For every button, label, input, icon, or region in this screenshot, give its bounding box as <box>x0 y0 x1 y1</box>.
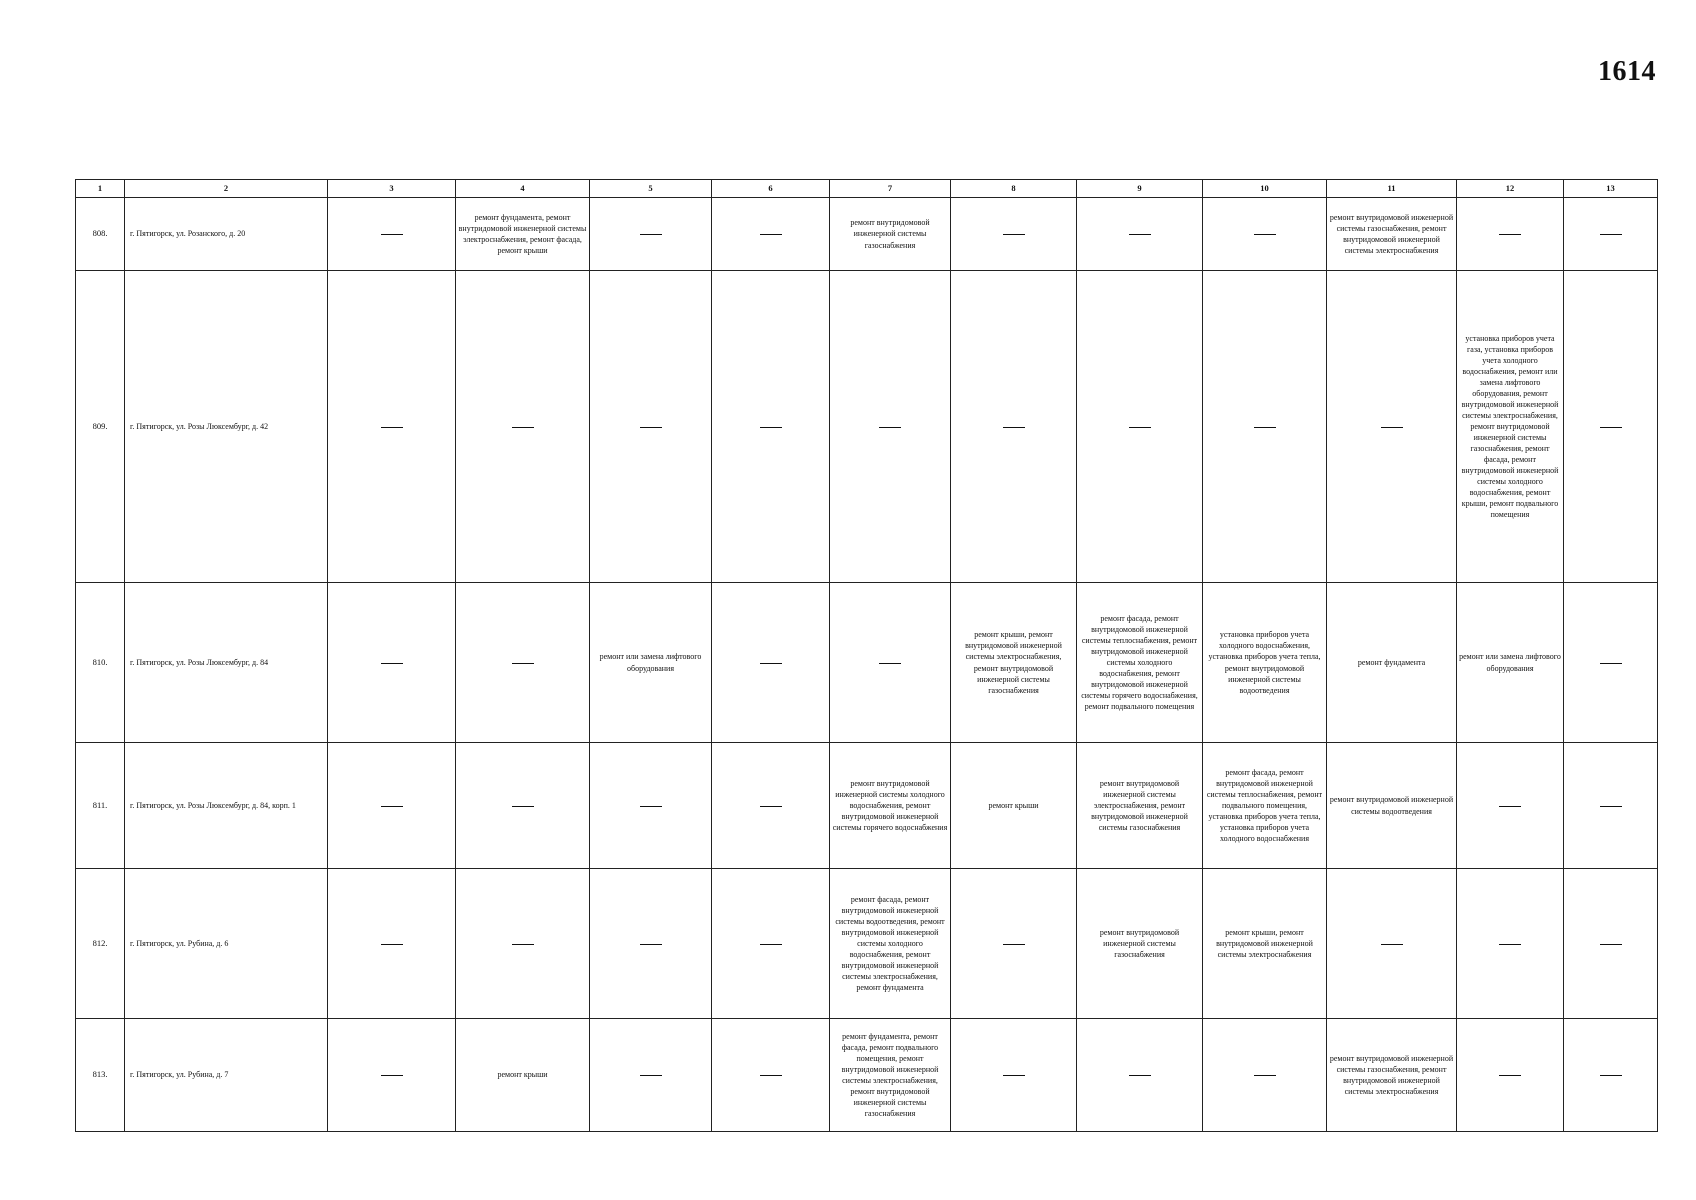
work-type-cell <box>1203 1019 1327 1132</box>
column-number: 4 <box>456 180 590 198</box>
work-type-cell <box>456 271 590 583</box>
work-type-cell: ремонт фасада, ремонт внутридомовой инженерной системы водоотведения, ремонт внутридомовой инженерной системы холодного водоснабжения, ремонт внутридомовой инженерной системы электроснабжения, ремонт фундамента <box>830 869 951 1019</box>
work-type-cell <box>1077 198 1203 271</box>
work-type-cell: ремонт или замена лифтового оборудования <box>590 583 712 743</box>
table-row <box>76 271 1658 583</box>
work-type-cell <box>1457 869 1564 1019</box>
table-row <box>76 198 1658 271</box>
work-type-cell: ремонт внутридомовой инженерной системы электроснабжения, ремонт внутридомовой инженерной системы газоснабжения <box>1077 743 1203 869</box>
row-number-cell: 810. <box>76 583 125 743</box>
work-type-cell <box>712 198 830 271</box>
work-type-cell <box>830 271 951 583</box>
work-type-cell: ремонт крыши <box>951 743 1077 869</box>
page-number: 1614 <box>1598 56 1656 87</box>
column-number: 11 <box>1327 180 1457 198</box>
empty-dash <box>760 944 782 945</box>
empty-dash <box>1003 234 1025 235</box>
address-cell: г. Пятигорск, ул. Рубина, д. 6 <box>125 869 328 1019</box>
work-type-cell <box>590 743 712 869</box>
work-type-cell <box>1203 271 1327 583</box>
empty-dash <box>1003 1075 1025 1076</box>
empty-dash <box>640 427 662 428</box>
row-number-cell: 812. <box>76 869 125 1019</box>
work-type-cell: ремонт фундамента <box>1327 583 1457 743</box>
empty-dash <box>1600 806 1622 807</box>
work-type-cell <box>328 869 456 1019</box>
work-type-cell: ремонт фасада, ремонт внутридомовой инженерной системы теплоснабжения, ремонт внутридомовой инженерной системы холодного водоснабжения, ремонт внутридомовой инженерной системы горячего водоснабжения, ремонт подвального помещения <box>1077 583 1203 743</box>
empty-dash <box>1254 234 1276 235</box>
work-type-cell <box>1564 198 1658 271</box>
table-row <box>76 743 1658 869</box>
work-type-cell <box>590 1019 712 1132</box>
work-type-cell <box>1564 271 1658 583</box>
work-type-cell <box>1327 271 1457 583</box>
address-cell: г. Пятигорск, ул. Розы Люксембург, д. 84 <box>125 583 328 743</box>
work-type-cell: ремонт внутридомовой инженерной системы газоснабжения, ремонт внутридомовой инженерной системы электроснабжения <box>1327 1019 1457 1132</box>
work-type-cell <box>1564 1019 1658 1132</box>
column-number: 1 <box>76 180 125 198</box>
table-row <box>76 1019 1658 1132</box>
empty-dash <box>381 663 403 664</box>
empty-dash <box>1381 427 1403 428</box>
repair-register-table <box>75 179 1658 1132</box>
work-type-cell <box>456 583 590 743</box>
address-cell: г. Пятигорск, ул. Розанского, д. 20 <box>125 198 328 271</box>
column-number: 2 <box>125 180 328 198</box>
row-number-cell: 808. <box>76 198 125 271</box>
work-type-cell <box>328 1019 456 1132</box>
work-type-cell: установка приборов учета холодного водоснабжения, установка приборов учета тепла, ремонт внутридомовой инженерной системы водоотведения <box>1203 583 1327 743</box>
row-number-cell: 813. <box>76 1019 125 1132</box>
empty-dash <box>640 944 662 945</box>
empty-dash <box>1499 1075 1521 1076</box>
column-number: 12 <box>1457 180 1564 198</box>
work-type-cell <box>1564 869 1658 1019</box>
work-type-cell <box>328 583 456 743</box>
empty-dash <box>1499 806 1521 807</box>
work-type-cell <box>951 198 1077 271</box>
empty-dash <box>512 663 534 664</box>
empty-dash <box>1129 427 1151 428</box>
empty-dash <box>1129 1075 1151 1076</box>
work-type-cell <box>328 743 456 869</box>
column-number: 3 <box>328 180 456 198</box>
work-type-cell: ремонт крыши, ремонт внутридомовой инженерной системы электроснабжения, ремонт внутридомовой инженерной системы газоснабжения <box>951 583 1077 743</box>
column-number-row <box>76 180 1658 198</box>
empty-dash <box>760 663 782 664</box>
column-number: 5 <box>590 180 712 198</box>
table-row <box>76 869 1658 1019</box>
work-type-cell: ремонт фундамента, ремонт фасада, ремонт подвального помещения, ремонт внутридомовой инженерной системы электроснабжения, ремонт внутридомовой инженерной системы газоснабжения <box>830 1019 951 1132</box>
work-type-cell <box>590 869 712 1019</box>
empty-dash <box>879 663 901 664</box>
work-type-cell <box>328 271 456 583</box>
work-type-cell <box>712 1019 830 1132</box>
empty-dash <box>640 1075 662 1076</box>
address-cell: г. Пятигорск, ул. Рубина, д. 7 <box>125 1019 328 1132</box>
empty-dash <box>1600 427 1622 428</box>
empty-dash <box>381 806 403 807</box>
row-number-cell: 809. <box>76 271 125 583</box>
table-row <box>76 583 1658 743</box>
empty-dash <box>640 806 662 807</box>
work-type-cell <box>1457 198 1564 271</box>
work-type-cell <box>951 1019 1077 1132</box>
empty-dash <box>381 427 403 428</box>
work-type-cell: ремонт внутридомовой инженерной системы холодного водоснабжения, ремонт внутридомовой инженерной системы горячего водоснабжения <box>830 743 951 869</box>
work-type-cell <box>712 271 830 583</box>
address-cell: г. Пятигорск, ул. Розы Люксембург, д. 42 <box>125 271 328 583</box>
empty-dash <box>1003 427 1025 428</box>
column-number: 10 <box>1203 180 1327 198</box>
empty-dash <box>381 1075 403 1076</box>
empty-dash <box>512 806 534 807</box>
work-type-cell <box>712 583 830 743</box>
column-number: 13 <box>1564 180 1658 198</box>
column-number: 6 <box>712 180 830 198</box>
work-type-cell <box>1077 271 1203 583</box>
empty-dash <box>512 427 534 428</box>
column-number: 7 <box>830 180 951 198</box>
empty-dash <box>512 944 534 945</box>
work-type-cell <box>590 198 712 271</box>
column-number: 8 <box>951 180 1077 198</box>
work-type-cell <box>830 583 951 743</box>
work-type-cell <box>328 198 456 271</box>
work-type-cell <box>456 869 590 1019</box>
work-type-cell <box>951 869 1077 1019</box>
address-cell: г. Пятигорск, ул. Розы Люксембург, д. 84, корп. 1 <box>125 743 328 869</box>
work-type-cell <box>1077 1019 1203 1132</box>
empty-dash <box>879 427 901 428</box>
empty-dash <box>1600 1075 1622 1076</box>
work-type-cell <box>1203 198 1327 271</box>
empty-dash <box>1600 234 1622 235</box>
work-type-cell <box>1327 869 1457 1019</box>
work-type-cell: ремонт фундамента, ремонт внутридомовой инженерной системы электроснабжения, ремонт фасада, ремонт крыши <box>456 198 590 271</box>
work-type-cell <box>1457 743 1564 869</box>
work-type-cell <box>590 271 712 583</box>
empty-dash <box>1600 944 1622 945</box>
work-type-cell <box>1457 1019 1564 1132</box>
empty-dash <box>760 234 782 235</box>
work-type-cell <box>951 271 1077 583</box>
empty-dash <box>760 427 782 428</box>
work-type-cell <box>712 869 830 1019</box>
empty-dash <box>1499 234 1521 235</box>
table-body <box>76 180 1658 1132</box>
work-type-cell <box>456 743 590 869</box>
empty-dash <box>381 234 403 235</box>
work-type-cell: ремонт крыши <box>456 1019 590 1132</box>
empty-dash <box>1254 427 1276 428</box>
work-type-cell: установка приборов учета газа, установка приборов учета холодного водоснабжения, ремонт или замена лифтового оборудования, ремонт внутридомовой инженерной системы электроснабжения, ремонт внутридомовой инженерной системы газоснабжения, ремонт фасада, ремонт внутридомовой инженерной системы холодного водоснабжения, ремонт крыши, ремонт подвального помещения <box>1457 271 1564 583</box>
work-type-cell: ремонт внутридомовой инженерной системы газоснабжения <box>1077 869 1203 1019</box>
row-number-cell: 811. <box>76 743 125 869</box>
empty-dash <box>1600 663 1622 664</box>
work-type-cell: ремонт или замена лифтового оборудования <box>1457 583 1564 743</box>
work-type-cell: ремонт внутридомовой инженерной системы водоотведения <box>1327 743 1457 869</box>
empty-dash <box>1381 944 1403 945</box>
empty-dash <box>760 1075 782 1076</box>
work-type-cell <box>1564 743 1658 869</box>
empty-dash <box>1129 234 1151 235</box>
empty-dash <box>640 234 662 235</box>
work-type-cell: ремонт фасада, ремонт внутридомовой инженерной системы теплоснабжения, ремонт подвального помещения, установка приборов учета тепла, установка приборов учета холодного водоснабжения <box>1203 743 1327 869</box>
empty-dash <box>1003 944 1025 945</box>
work-type-cell: ремонт внутридомовой инженерной системы газоснабжения, ремонт внутридомовой инженерной системы электроснабжения <box>1327 198 1457 271</box>
column-number: 9 <box>1077 180 1203 198</box>
empty-dash <box>760 806 782 807</box>
empty-dash <box>1254 1075 1276 1076</box>
work-type-cell <box>1564 583 1658 743</box>
empty-dash <box>1499 944 1521 945</box>
empty-dash <box>381 944 403 945</box>
work-type-cell <box>712 743 830 869</box>
work-type-cell: ремонт внутридомовой инженерной системы газоснабжения <box>830 198 951 271</box>
work-type-cell: ремонт крыши, ремонт внутридомовой инженерной системы электроснабжения <box>1203 869 1327 1019</box>
